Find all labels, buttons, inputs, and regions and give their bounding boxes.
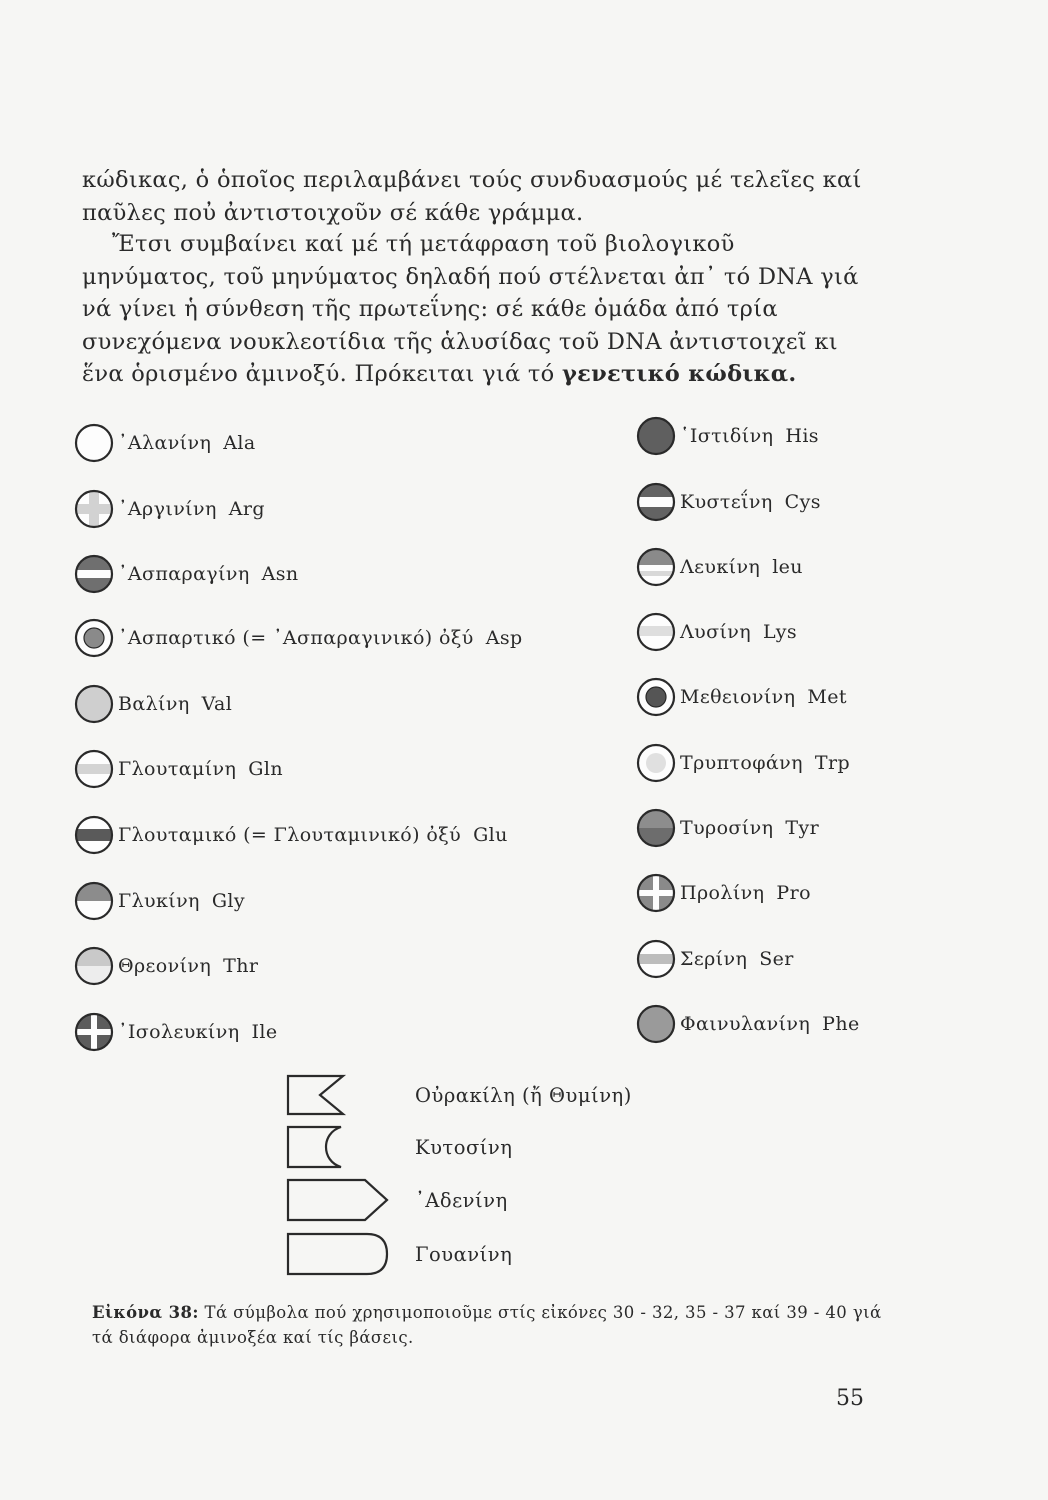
base-uracil <box>285 1070 632 1120</box>
amino-acid-abbr: Gly <box>211 890 246 912</box>
amino-acid-abbr: Lys <box>763 621 797 643</box>
caption-label: Εἰκόνα 38: <box>92 1303 199 1322</box>
amino-acid-pro <box>634 871 811 915</box>
adenine-arrow-icon <box>285 1175 395 1225</box>
dark-cross-circle-icon <box>72 1010 116 1054</box>
cytosine-curved-notch-icon <box>285 1122 395 1172</box>
amino-acid-name: ᾿Αργινίνη <box>118 498 217 520</box>
amino-acid-abbr: Pro <box>776 882 811 904</box>
amino-acid-abbr: Tyr <box>785 817 820 839</box>
amino-acid-name: Προλίνη <box>680 882 765 904</box>
amino-acid-arg <box>72 487 265 531</box>
amino-acid-abbr: Gln <box>248 758 283 780</box>
gray-top-band-circle-icon <box>634 545 678 589</box>
medium-gray-circle-icon <box>634 1002 678 1046</box>
amino-acid-asp <box>72 616 523 660</box>
amino-acid-abbr: Ser <box>759 948 794 970</box>
amino-acid-name: Λευκίνη <box>680 556 761 578</box>
open-circle-icon <box>72 421 116 465</box>
page-number: 55 <box>836 1386 864 1411</box>
light-mid-band-circle-icon <box>634 937 678 981</box>
amino-acid-name: ᾿Ισολευκίνη <box>118 1021 240 1043</box>
amino-acid-abbr: Thr <box>223 955 259 977</box>
amino-acid-abbr: His <box>785 425 819 447</box>
amino-acid-name: Γλουταμικό (= Γλουταμινικό) ὀξύ <box>118 824 462 846</box>
amino-acid-name: ᾿Ασπαρτικό (= ᾿Ασπαραγινικό) ὀξύ <box>118 627 474 649</box>
amino-acid-name: ᾿Αλανίνη <box>118 432 212 454</box>
amino-acid-glu <box>72 813 508 857</box>
light-cross-circle-icon <box>72 487 116 531</box>
amino-acid-lys <box>634 610 797 654</box>
ring-gray-dot-icon <box>72 616 116 660</box>
base-adenine <box>285 1175 508 1225</box>
amino-acid-trp <box>634 741 850 785</box>
amino-acid-abbr: Asp <box>485 627 523 649</box>
amino-acid-his <box>634 414 819 458</box>
caption-text: Τά σύμβολα πού χρησιμοποιοῦμε στίς εἰκόνες 30 - 32, 35 - 37 καί 39 - 40 γιά τά διάφορα ἀμινοξέα καί τίς βάσεις. <box>92 1303 882 1347</box>
light-gray-circle-icon <box>72 682 116 726</box>
dark-white-band-circle-icon <box>634 480 678 524</box>
amino-acid-leu <box>634 545 803 589</box>
base-name: ᾿Αδενίνη <box>415 1188 508 1212</box>
amino-acid-name: ᾿Ασπαραγίνη <box>118 563 250 585</box>
base-name: Κυτοσίνη <box>415 1135 513 1159</box>
amino-acid-abbr: Ile <box>251 1021 278 1043</box>
amino-acid-phe <box>634 1002 860 1046</box>
amino-acid-abbr: Arg <box>228 498 265 520</box>
amino-acid-gly <box>72 879 245 923</box>
base-name: Γουανίνη <box>415 1242 513 1266</box>
gray-top-white-half-circle-icon <box>72 944 116 988</box>
amino-acid-name: Γλουταμίνη <box>118 758 237 780</box>
faint-band-circle-icon <box>634 610 678 654</box>
amino-acid-gln <box>72 747 283 791</box>
paragraph-1-text: κώδικας, ὁ ὁποῖος περιλαμβάνει τούς συνδυασμούς μέ τελεῖες καί παῦλες ποὐ ἀντιστοιχοῦν σέ κάθε γράμμα. <box>82 167 862 226</box>
dark-band-circle-icon <box>72 813 116 857</box>
amino-acid-abbr: Ala <box>223 432 256 454</box>
amino-acid-name: Μεθειονίνη <box>680 686 796 708</box>
amino-acid-name: ῾Ιστιδίνη <box>680 425 774 447</box>
amino-acid-name: Σερίνη <box>680 948 748 970</box>
amino-acid-abbr: Phe <box>822 1013 860 1035</box>
light-band-circle-icon <box>72 747 116 791</box>
amino-acid-abbr: Trp <box>814 752 851 774</box>
amino-acid-abbr: Met <box>807 686 847 708</box>
gray-top-half-circle-icon <box>72 879 116 923</box>
amino-acid-name: Φαινυλανίνη <box>680 1013 811 1035</box>
gray-bottom-half-circle-icon <box>634 806 678 850</box>
genetic-code-term: γενετικό κώδικα. <box>561 361 797 387</box>
base-cytosine <box>285 1122 512 1172</box>
amino-acid-abbr: leu <box>772 556 803 578</box>
guanine-rounded-icon <box>285 1229 395 1279</box>
amino-acid-abbr: Val <box>201 693 233 715</box>
amino-acid-thr <box>72 944 258 988</box>
dark-filled-circle-icon <box>634 414 678 458</box>
amino-acid-name: Λυσίνη <box>680 621 752 643</box>
amino-acid-abbr: Asn <box>261 563 299 585</box>
amino-acid-ala <box>72 421 256 465</box>
paragraph-1 <box>82 164 862 229</box>
amino-acid-ile <box>72 1010 278 1054</box>
ring-faint-dot-icon <box>634 741 678 785</box>
base-name: Οὐρακίλη (ἤ Θυμίνη) <box>415 1083 632 1107</box>
ring-dark-dot-icon <box>634 675 678 719</box>
amino-acid-cys <box>634 480 821 524</box>
amino-acid-name: Τρυπτοφάνη <box>680 752 803 774</box>
paragraph-2-text: Ἔτσι συμβαίνει καί μέ τή μετάφραση τοῦ βιολογικοῦ μηνύματος, τοῦ μηνύματος δηλαδή πού στέλνεται ἀπ᾿ τό DNA γιά νά γίνει ἡ σύνθεση τῆς πρωτεΐνης: σέ κάθε ὁμάδα ἀπό τρία συνεχόμενα νουκλεοτίδια τῆς ἁλυσίδας τοῦ DNA ἀντιστοιχεῖ κι ἕνα ὁρισμένο ἀμινοξύ. Πρόκειται γιά τό <box>82 231 859 387</box>
uracil-flag-notch-icon <box>285 1070 395 1120</box>
amino-acid-name: Τυροσίνη <box>680 817 774 839</box>
gray-cross-circle-icon <box>634 871 678 915</box>
amino-acid-name: Θρεονίνη <box>118 955 212 977</box>
amino-acid-abbr: Glu <box>473 824 508 846</box>
amino-acid-met <box>634 675 847 719</box>
amino-acid-ser <box>634 937 794 981</box>
amino-acid-asn <box>72 552 299 596</box>
amino-acid-name: Κυστεΐνη <box>680 491 773 513</box>
paragraph-2 <box>82 228 862 391</box>
amino-acid-abbr: Cys <box>784 491 821 513</box>
amino-acid-name: Γλυκίνη <box>118 890 200 912</box>
amino-acid-val <box>72 682 232 726</box>
figure-caption <box>92 1300 882 1350</box>
base-guanine <box>285 1229 512 1279</box>
amino-acid-tyr <box>634 806 819 850</box>
dark-circle-white-band-icon <box>72 552 116 596</box>
amino-acid-name: Βαλίνη <box>118 693 190 715</box>
